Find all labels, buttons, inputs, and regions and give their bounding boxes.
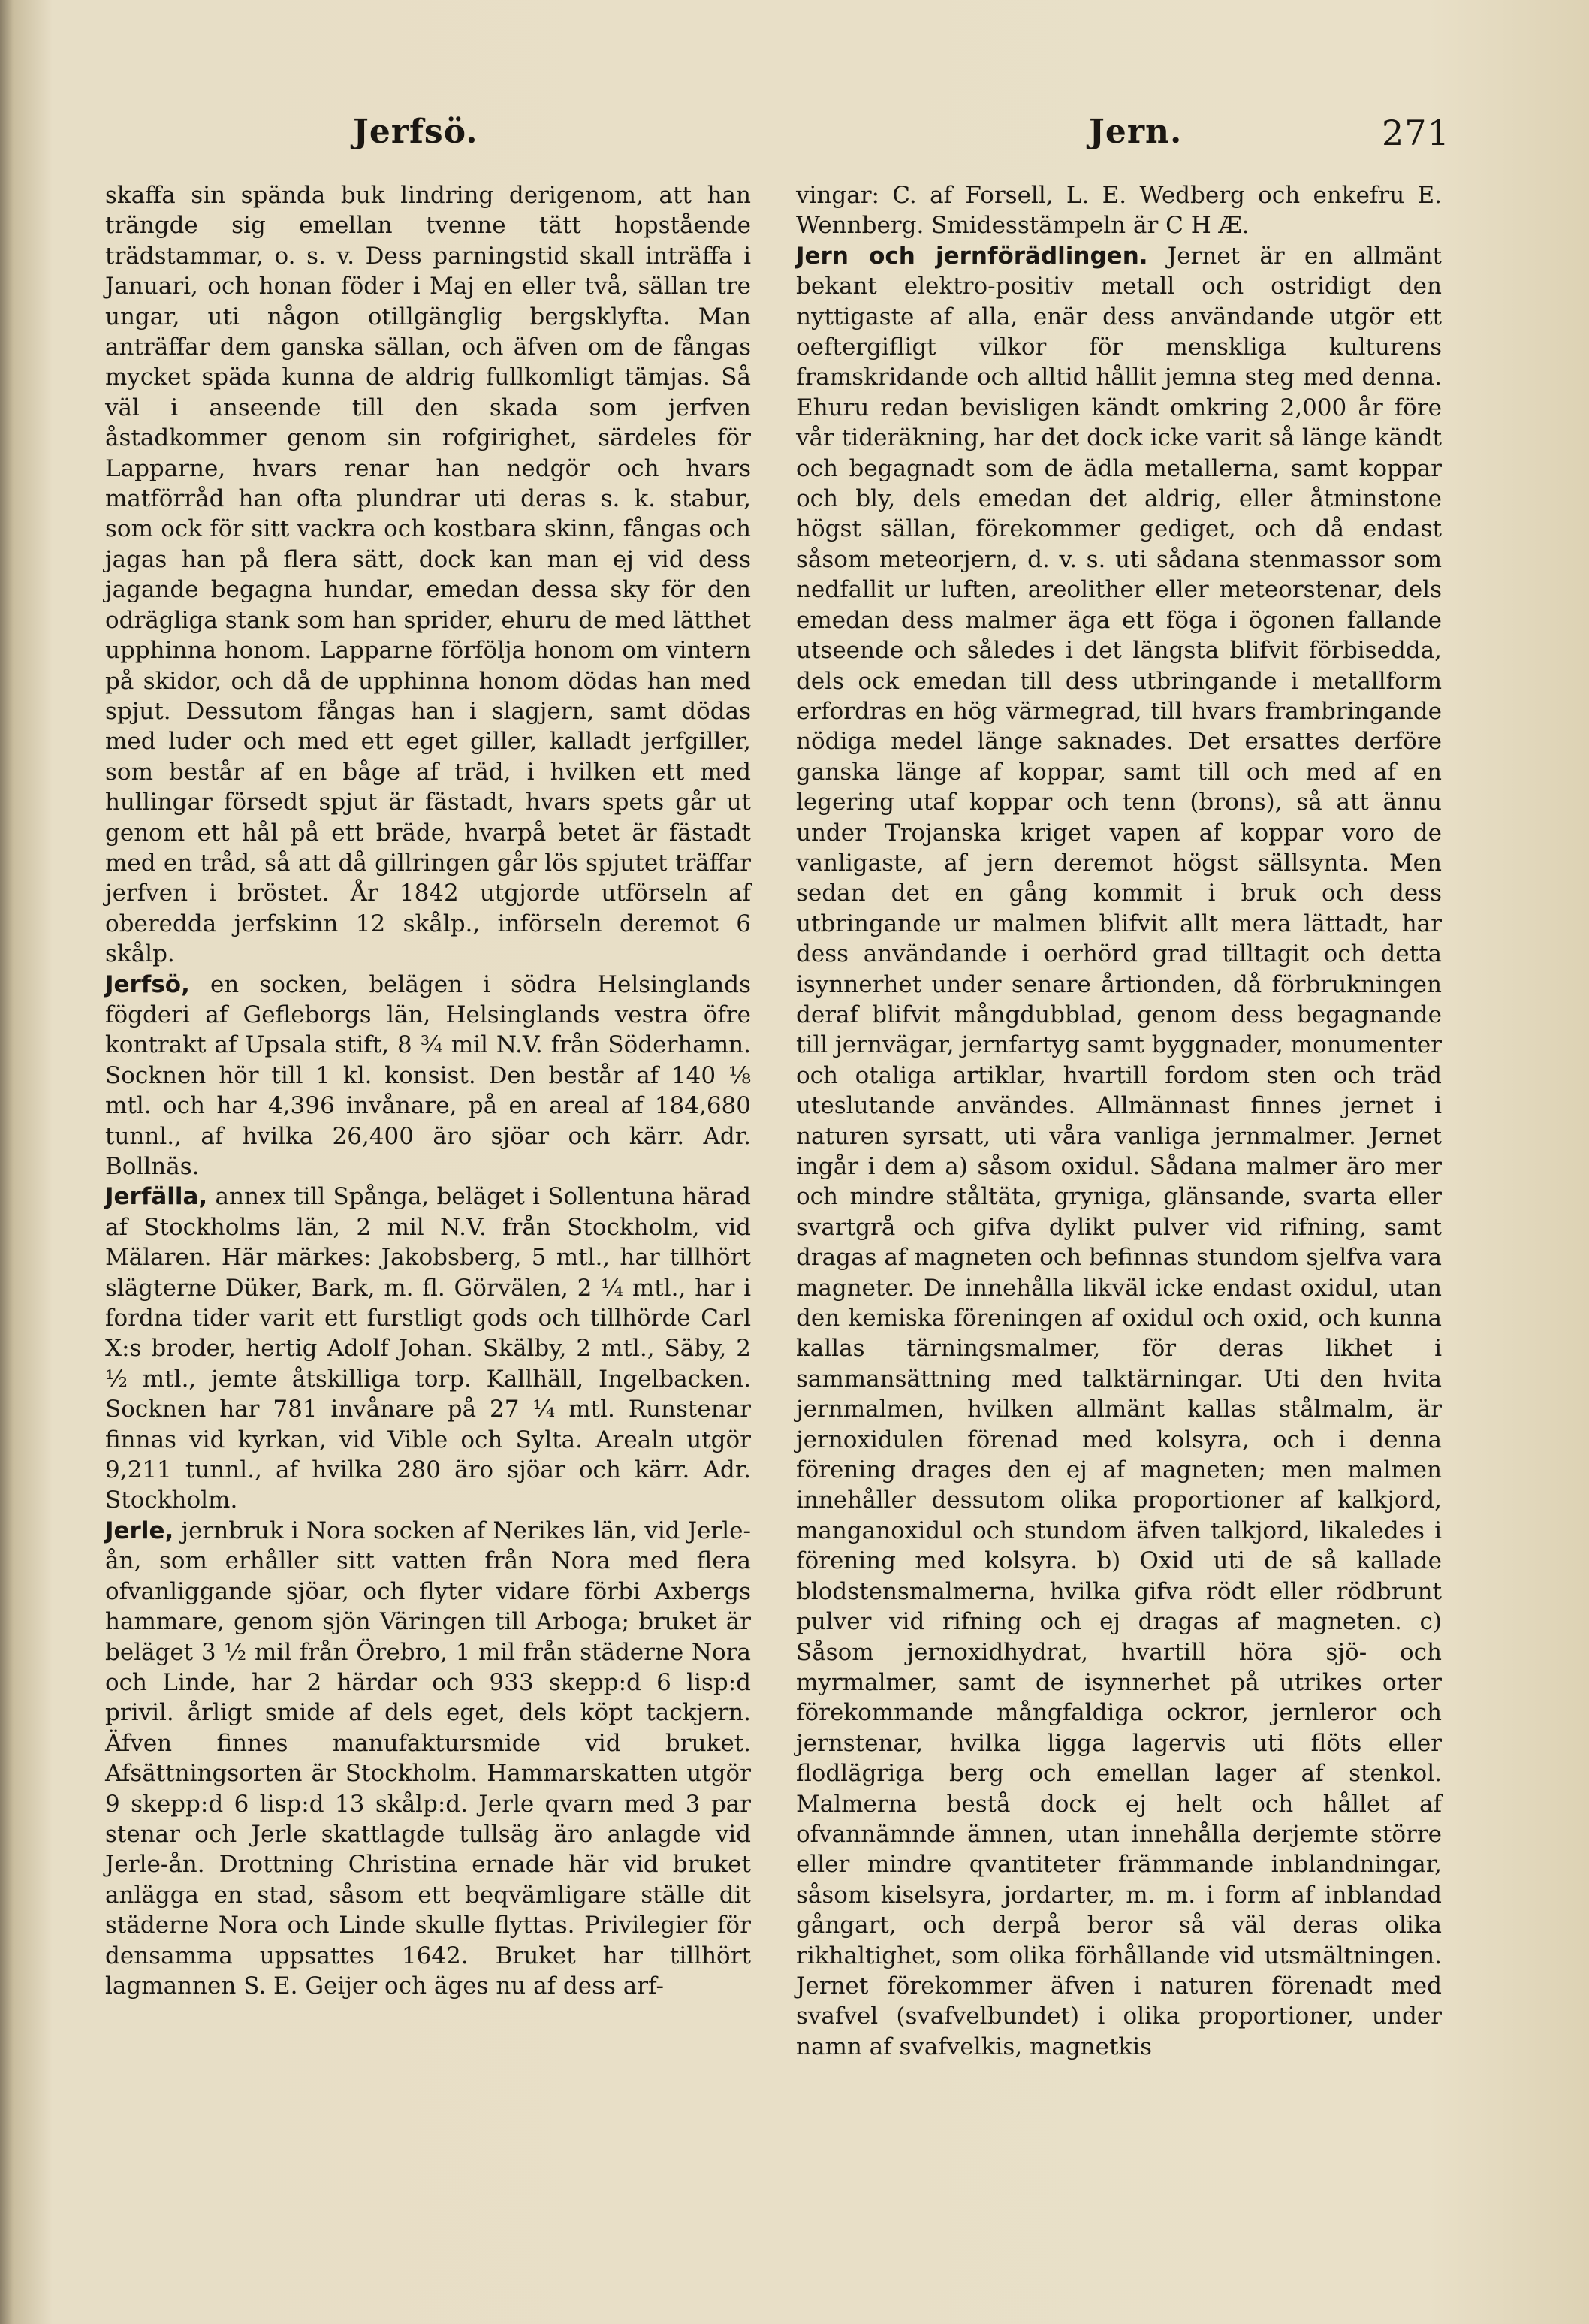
article-text: jernbruk i Nora socken af Nerikes län, vid Jerle-ån, som erhåller sitt vatten från Nora med flera ofvanliggande sjöar, och flyter vidare förbi Axbergs hammare, genom sjön Väringen till Arboga; bruket är beläget 3 ½ mil från Örebro, 1 mil från städerne Nora och Linde, har 2 härdar och 933 skepp:d 6 lisp:d privil. årligt smide af dels eget, dels köpt tackjern. Äfven finnes manufaktursmide vid bruket. Afsättningsorten är Stockholm. Hammarskatten utgör 9 skepp:d 6 lisp:d 13 skålp:d. Jerle qvarn med 3 par stenar och Jerle skattlagde tullsäg äro anlagde vid Jerle-ån. Drottning Christina ernade här vid bruket anlägga en stad, såsom ett beqvämligare ställe dit städerne Nora och Linde skulle flyttas. Privilegier för densamma uppsattes 1642. Bruket har tillhört lagmannen S. E. Geijer och äges nu af dess arf- xyxy=(105,1517,751,2000)
article-text: vingar: C. af Forsell, L. E. Wedberg och enkefru E. Wennberg. Smidesstämpeln är C H Æ. xyxy=(796,182,1442,240)
left-column xyxy=(105,180,751,2001)
article-entry xyxy=(105,970,751,1182)
headword: Jerle, xyxy=(105,1517,174,1544)
article-text: en socken, belägen i södra Helsinglands fögderi af Gefleborgs län, Helsinglands vestra öfre kontrakt af Upsala stift, 8 ¾ mil N.V. från Söderhamn. Socknen hör till 1 kl. konsist. Den består af 140 ⅛ mtl. och har 4,396 invånare, på en areal af 184,680 tunnl., af hvilka 26,400 äro sjöar och kärr. Adr. Bollnäs. xyxy=(105,970,751,1180)
headword: Jerfälla, xyxy=(105,1183,208,1211)
article-text: annex till Spånga, beläget i Sollentuna härad af Stockholms län, 2 mil N.V. från Stockholm, vid Mälaren. Här märkes: Jakobsberg, 5 mtl., har tillhört slägterne Düker, Bark, m. fl. Görvälen, 2 ¼ mtl., har i fordna tider varit ett furstligt gods och tillhörde Carl X:s broder, hertig Adolf Johan. Skälby, 2 mtl., Säby, 2 ½ mtl., jemte åtskilliga torp. Kallhäll, Ingelbacken. Socknen har 781 invånare på 27 ¼ mtl. Runstenar finnas vid kyrkan, vid Vible och Sylta. Arealn utgör 9,211 tunnl., af hvilka 280 äro sjöar och kärr. Adr. Stockholm. xyxy=(105,1183,751,1514)
article-entry xyxy=(796,241,1442,2062)
article-entry xyxy=(105,180,751,970)
article-text: skaffa sin spända buk lindring derigenom, att han trängde sig emellan tvenne tätt hopstående trädstammar, o. s. v. Dess parningstid skall inträffa i Januari, och honan föder i Maj en eller två, sällan tre ungar, uti någon otillgänglig bergsklyfta. Man anträffar dem ganska sällan, och äfven om de fångas mycket späda kunna de aldrig fullkomligt tämjas. Så väl i anseende till den skada som jerfven åstadkommer genom sin rofgirighet, särdeles för Lapparne, hvars renar han nedgör och hvars matförråd han ofta plundrar uti deras s. k. stabur, som ock för sitt vackra och kostbara skinn, fångas och jagas han på flera sätt, dock kan man ej vid dess jagande begagna hundar, emedan dessa sky för den odrägliga stank som han sprider, ehuru de med lätthet upphinna honom. Lapparne förfölja honom om vintern på skidor, och då de upphinna honom dödas han med spjut. Dessutom fångas han i slagjern, samt dödas med luder och med ett eget giller, kalladt jerfgiller, som består af en båge af träd, i hvilken ett med hullingar försedt spjut är fästadt, hvars spets går ut genom ett hål på ett bräde, hvarpå betet är fästadt med en tråd, så att då gillringen går lös spjutet träffar jerfven i bröstet. År 1842 utgjorde utförseln af oberedda jerfskinn 12 skålp., införseln deremot 6 skålp. xyxy=(105,182,751,968)
running-head-right: Jern. xyxy=(1089,113,1183,151)
article-text: Jernet är en allmänt bekant elektro-positiv metall och ostridigt den nyttigaste af alla, enär dess användande utgör ett oeftergifligt vilkor för menskliga kulturens framskridande och alltid hållit jemna steg med denna. Ehuru redan bevisligen kändt omkring 2,000 år före vår tideräkning, har det dock icke varit så länge kändt och begagnadt som de ädla metallerna, samt koppar och bly, dels emedan det aldrig, eller åtminstone högst sällan, förekommer gediget, och då endast såsom meteorjern, d. v. s. uti sådana stenmassor som nedfallit ur luften, areolither eller meteorstenar, dels emedan dess malmer äga ett föga i ögonen fallande utseende och således i det längsta blifvit förbisedda, dels ock emedan till dess utbringande i metallform erfordras en hög värmegrad, till hvars frambringande nödiga medel länge saknades. Det ersattes derföre ganska länge af koppar, samt till och med af en legering utaf koppar och tenn (brons), så att ännu under Trojanska kriget vapen af koppar voro de vanligaste, af jern deremot högst sällsynta. Men sedan det en gång kommit i bruk och dess utbringande ur malmen blifvit allt mera lättadt, har dess användande i oerhörd grad tilltagit och detta isynnerhet under senare årtionden, då förbrukningen deraf blifvit mångdubblad, genom dess begagnande till jernvägar, jernfartyg samt byggnader, monumenter och otaliga artiklar, hvartill fordom sten och träd uteslutande användes. Allmännast finnes jernet i naturen syrsatt, uti våra vanliga jernmalmer. Jernet ingår i dem a) såsom oxidul. Sådana malmer äro mer och mindre ståltäta, grynigа, glänsande, svarta eller svartgrå och gifva dylikt pulver vid rifning, samt dragas af magneten och befinnas stundom sjelfva vara magneter. De innehålla likväl icke endast oxidul, utan den kemiska föreningen af oxidul och oxid, och kunna kallas tärningsmalmer, för deras likhet i sammansättning med talktärningar. Uti den hvita jernmalmen, hvilken allmänt kallas stålmalm, är jernoxidulen förenad med kolsyra, och i denna förening drages den ej af magneten; men malmen innehåller dessutom olika proportioner af kalkjord, manganoxidul och stundom äfven talkjord, likaledes i förening med kolsyra. b) Oxid uti de så kallade blodstensmalmerna, hvilka gifva rödt eller rödbrunt pulver vid rifning och ej dragas af magneten. c) Såsom jernoxidhydrat, hvartill höra sjö- och myrmalmer, samt de isynnerhet på utrikes orter förekommande mångfaldiga ockror, jernleror och jernstenar, hvilka ligga lagervis uti flöts eller flodlägriga berg och emellan lager af stenkol. Malmerna bestå dock ej helt och hållet af ofvannämnde ämnen, utan innehålla derjemte större eller mindre qvantiteter främmande inblandningar, såsom kiselsyra, jordarter, m. m. i form af inblandad gångart, och derpå beror så väl deras olika rikhaltighet, som olika förhållande vid utsmältningen. Jernet förekommer äfven i naturen förenadt med svafvel (svafvelbundet) i olika proportioner, under namn af svafvelkis, magnetkis xyxy=(796,242,1442,2060)
headword: Jerfsö, xyxy=(105,970,190,998)
page-number: 271 xyxy=(1382,113,1450,153)
running-head-left: Jerfsö. xyxy=(353,113,478,151)
article-entry xyxy=(796,180,1442,241)
article-entry xyxy=(105,1182,751,1515)
right-column xyxy=(796,180,1442,2062)
article-entry xyxy=(105,1516,751,2002)
headword: Jern och jernförädlingen. xyxy=(796,242,1148,270)
